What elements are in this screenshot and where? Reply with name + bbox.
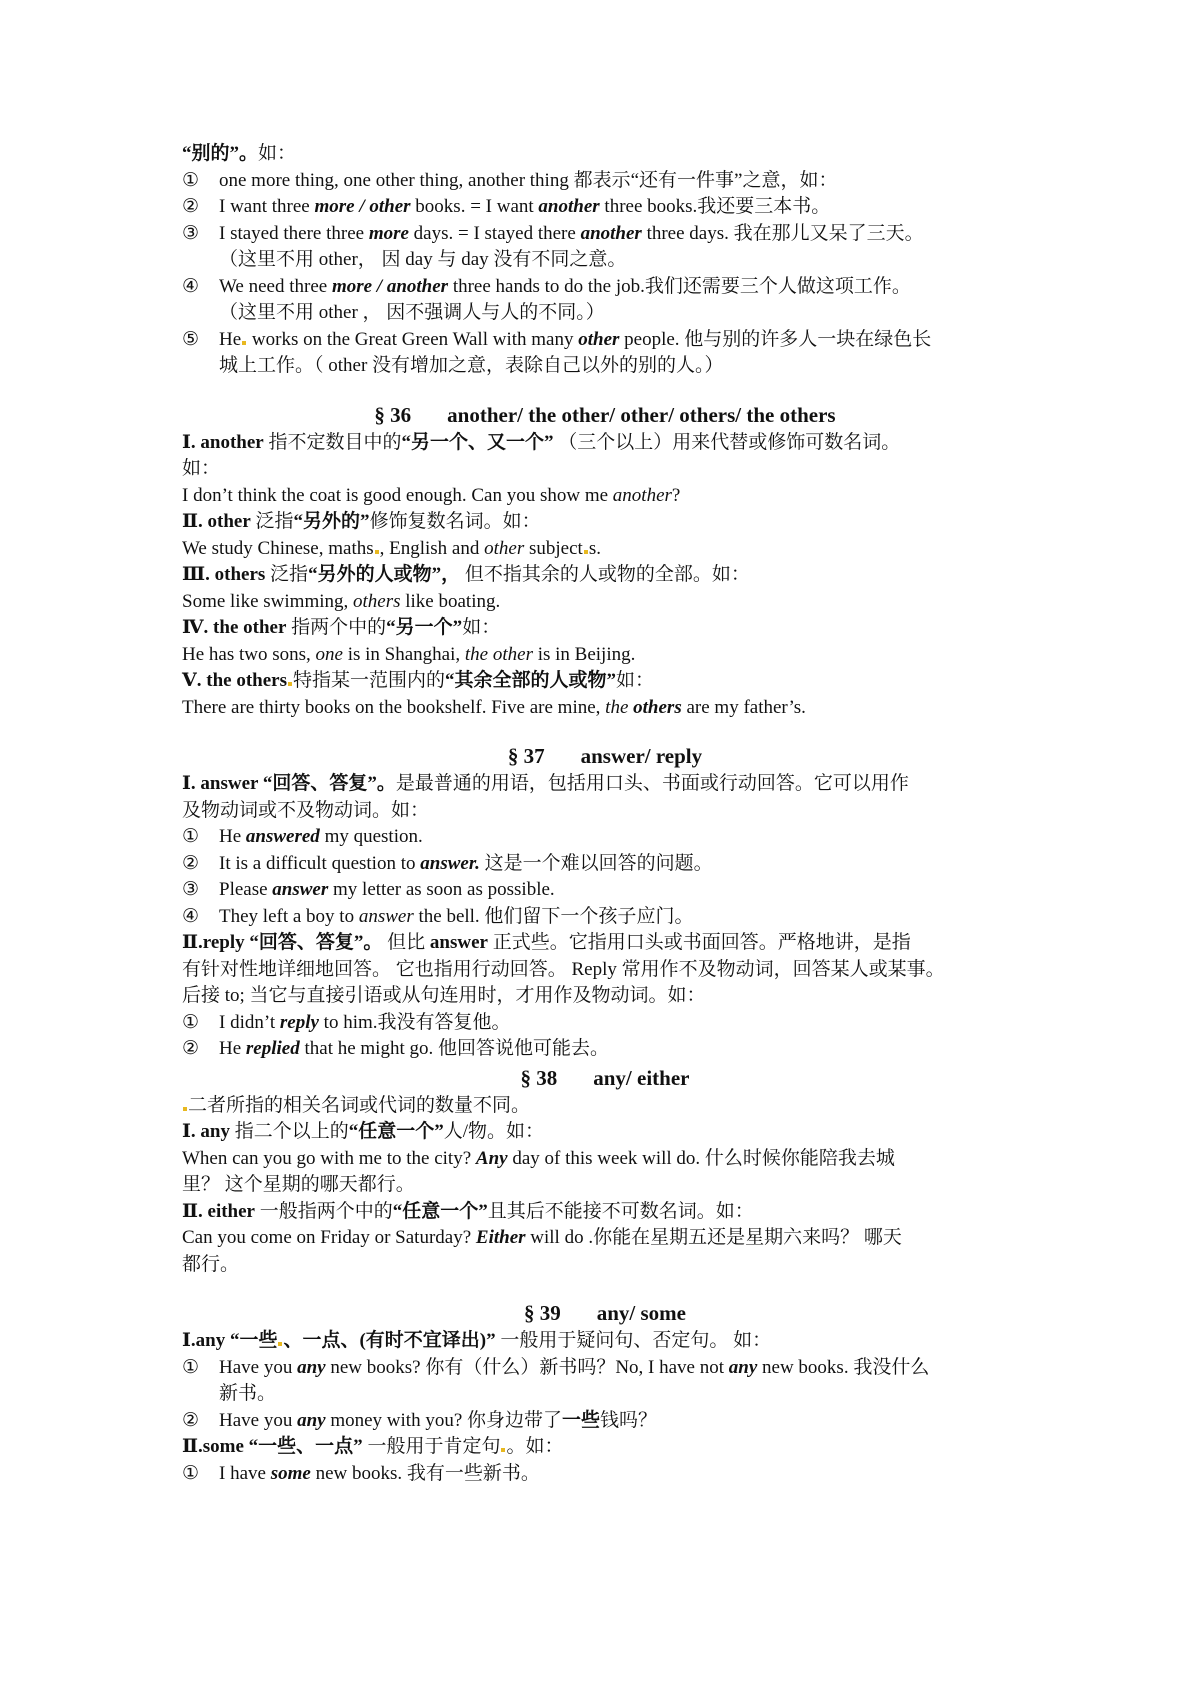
example-text: is in Shanghai, xyxy=(342,643,465,665)
example-text: He has two sons, xyxy=(182,643,316,665)
example-text: ? xyxy=(671,484,681,506)
item-emphasis: more / another xyxy=(331,275,449,297)
definition-text: 人/物。如： xyxy=(443,1121,545,1142)
example-text: day of this week will do. 什么时候你能陪我去城 xyxy=(507,1147,895,1169)
definition-bold: “一些 xyxy=(225,1330,278,1351)
definition-answer xyxy=(182,771,1028,798)
edit-mark xyxy=(584,550,588,554)
section-number: § 37 xyxy=(507,744,545,768)
section-number: § 38 xyxy=(520,1065,558,1090)
definition-text: 一般用于肯定句 xyxy=(362,1436,501,1457)
definition-the-other xyxy=(182,615,1028,642)
example-sentence xyxy=(182,642,1028,669)
section-heading-36 xyxy=(182,400,1028,430)
item-text: Have you xyxy=(219,1409,298,1431)
item-text: new books. 我没什么 xyxy=(757,1356,930,1378)
example-text: , English and xyxy=(379,537,485,559)
term-label: Ⅰ. any xyxy=(182,1121,230,1142)
example-emphasis: other xyxy=(484,537,525,559)
document-page xyxy=(182,141,1028,1487)
list-item xyxy=(182,1461,1028,1488)
item-text: to him.我没有答复他。 xyxy=(318,1011,511,1033)
item-emphasis: another xyxy=(538,196,600,217)
section-title: any/ either xyxy=(593,1065,690,1090)
example-sentence xyxy=(182,483,1028,510)
item-number: ③ xyxy=(182,879,200,900)
item-emphasis: 一些 xyxy=(562,1409,601,1431)
term-label: Ⅳ. the other xyxy=(182,617,287,638)
item-text: He xyxy=(219,826,246,847)
item-text: new books. 我有一些新书。 xyxy=(310,1462,540,1484)
term-label: Ⅰ. another xyxy=(182,431,264,453)
item-text: Have you xyxy=(219,1356,298,1378)
item-number: ① xyxy=(182,826,200,847)
definition-bold: “另外的人或物”， xyxy=(308,564,461,585)
example-sentence xyxy=(182,695,1028,722)
definition-text: 但比 xyxy=(382,932,430,953)
item-text: new books? 你有（什么）新书吗？No, I have not xyxy=(325,1356,729,1378)
item-text: three days. 我在那儿又呆了三天。 xyxy=(641,222,924,244)
item-number: ④ xyxy=(182,275,200,297)
item-text: works on the Great Green Wall with many xyxy=(247,328,579,350)
term-label: Ⅱ.reply xyxy=(182,932,245,953)
example-continuation: 都行。 xyxy=(182,1253,240,1275)
term-label: Ⅱ. either xyxy=(182,1200,255,1222)
example-text: will do .你能在星期五还是星期六来吗？ 哪天 xyxy=(525,1227,902,1248)
example-text: I don’t think the coat is good enough. Can you show me xyxy=(182,484,613,506)
example-continuation: 里？ 这个星期的哪天都行。 xyxy=(182,1174,415,1195)
example-text: like boating. xyxy=(400,590,501,612)
item-continuation: 城上工作。（ other 没有增加之意，表除自己以外的别的人。） xyxy=(219,355,724,376)
definition-bold: “回答、答复”。 xyxy=(258,773,396,794)
item-emphasis: any xyxy=(728,1356,758,1378)
term-label: Ⅰ.any xyxy=(182,1330,226,1351)
intro-rest: 如： xyxy=(258,143,297,164)
section-title: answer/ reply xyxy=(580,744,703,768)
intro-bold: “别的”。 xyxy=(182,143,259,164)
list-item xyxy=(182,221,1028,248)
definition-bold: 、一点、(有时不宜译出)” xyxy=(283,1330,496,1351)
item-emphasis: any xyxy=(297,1356,326,1378)
item-emphasis: another xyxy=(580,222,642,244)
definition-bold: “另外的” xyxy=(293,511,370,532)
example-emphasis: others xyxy=(628,696,682,718)
item-text: He xyxy=(219,328,242,350)
list-item xyxy=(182,1408,1028,1435)
item-emphasis: answered xyxy=(245,826,320,847)
item-text: one more thing, one other thing, another thing 都表示“还有一件事”之意，如： xyxy=(219,169,838,191)
example-text: is in Beijing. xyxy=(532,643,636,665)
term-label: Ⅱ. other xyxy=(182,511,251,532)
item-text: that he might go. 他回答说他可能去。 xyxy=(299,1038,609,1059)
item-emphasis: answer xyxy=(272,879,329,900)
list-item xyxy=(182,274,1028,301)
edit-mark xyxy=(183,1107,187,1111)
item-text: I didn’t xyxy=(219,1011,280,1033)
item-text: Please xyxy=(219,879,273,900)
definition-text: 一般用于疑问句、否定句。 如： xyxy=(495,1330,772,1351)
item-number: ⑤ xyxy=(182,328,200,350)
item-emphasis: any xyxy=(297,1409,326,1431)
term-label: Ⅱ.some xyxy=(182,1436,244,1457)
item-number: ① xyxy=(182,1011,200,1033)
item-continuation: （这里不用 other ， 因不强调人与人的不同。） xyxy=(219,302,605,323)
example-emphasis: Either xyxy=(475,1227,526,1248)
item-text: They left a boy to xyxy=(219,905,359,927)
definition-any-some xyxy=(182,1328,1028,1355)
item-text: the bell. 他们留下一个孩子应门。 xyxy=(413,905,694,927)
section-heading-38 xyxy=(182,1063,1028,1093)
definition-bold: “其余全部的人或物” xyxy=(445,670,617,691)
list-item xyxy=(182,327,1028,354)
example-text: There are thirty books on the bookshelf. Five are mine, xyxy=(182,696,606,718)
item-text: I stayed there three xyxy=(219,222,369,244)
definition-text: 且其后不能接不可数名词。如： xyxy=(487,1200,754,1222)
definition-bold: “另一个” xyxy=(386,617,463,638)
item-number: ② xyxy=(182,852,200,874)
item-emphasis: reply xyxy=(279,1011,319,1033)
example-sentence xyxy=(182,589,1028,616)
list-item xyxy=(182,1010,1028,1037)
example-emphasis: the xyxy=(605,696,629,718)
item-text: days. = I stayed there xyxy=(408,222,581,244)
item-text: my question. xyxy=(319,826,423,847)
item-emphasis: more / other xyxy=(314,196,411,217)
item-number: ④ xyxy=(182,905,200,927)
example-sentence xyxy=(182,1146,1028,1173)
definition-text: （三个以上）用来代替或修饰可数名词。 xyxy=(553,431,901,453)
definition-continuation: 如： xyxy=(182,458,221,479)
item-text: I want three xyxy=(219,196,315,217)
definition-text: 是最普通的用语，包括用口头、书面或行动回答。它可以用作 xyxy=(395,773,909,794)
intro-text: 二者所指的相关名词或代词的数量不同。 xyxy=(188,1094,531,1116)
item-text: three hands to do the job.我们还需要三个人做这项工作。 xyxy=(448,275,911,297)
term-label: Ⅴ. the others xyxy=(182,670,287,691)
edit-mark xyxy=(242,341,246,345)
intro-line xyxy=(182,141,1028,168)
example-emphasis: Any xyxy=(475,1147,508,1169)
item-emphasis: replied xyxy=(245,1038,300,1059)
item-number: ① xyxy=(182,169,200,191)
item-text: 钱吗？ xyxy=(600,1409,658,1431)
definition-text: 泛指 xyxy=(250,511,294,532)
definition-bold: “一些、一点” xyxy=(243,1436,363,1457)
example-text: are my father’s. xyxy=(681,696,806,718)
definition-others xyxy=(182,562,1028,589)
definition-other xyxy=(182,509,1028,536)
item-text: books. = I want xyxy=(410,196,539,217)
item-number: ① xyxy=(182,1356,200,1378)
definition-text: 泛指 xyxy=(265,564,309,585)
edit-mark xyxy=(288,682,292,686)
item-number: ① xyxy=(182,1462,200,1484)
item-text: I have xyxy=(219,1462,271,1484)
definition-either xyxy=(182,1199,1028,1226)
list-item xyxy=(182,851,1028,878)
example-emphasis: others xyxy=(353,590,401,612)
definition-bold: “另一个、又一个” xyxy=(401,431,554,453)
section-intro xyxy=(182,1093,1028,1120)
edit-mark xyxy=(501,1448,505,1452)
example-sentence xyxy=(182,536,1028,563)
section-number: § 36 xyxy=(374,402,412,427)
definition-text: 指不定数目中的 xyxy=(263,431,402,453)
item-emphasis: more xyxy=(368,222,409,244)
section-number: § 39 xyxy=(524,1301,561,1325)
item-emphasis: answer xyxy=(358,905,414,927)
example-text: Some like swimming, xyxy=(182,590,353,612)
definition-another xyxy=(182,430,1028,457)
section-heading-37 xyxy=(182,741,1028,771)
term-label: Ⅰ. answer xyxy=(182,773,259,794)
definition-reply xyxy=(182,930,1028,957)
definition-continuation: 有针对性地详细地回答。 它也指用行动回答。 Reply 常用作不及物动词，回答某人或某事。 xyxy=(182,958,945,980)
definition-text: 正式些。它指用口头或书面回答。严格地讲，是指 xyxy=(487,932,911,953)
definition-text: 修饰复数名词。如： xyxy=(369,511,541,532)
definition-text: 指两个中的 xyxy=(286,617,387,638)
item-text: money with you? 你身边带了 xyxy=(325,1409,563,1431)
item-number: ② xyxy=(182,1409,200,1431)
item-text: my letter as soon as possible. xyxy=(328,879,555,900)
example-text: s. xyxy=(588,537,601,559)
item-number: ② xyxy=(182,1038,200,1059)
definition-bold: “任意一个” xyxy=(348,1121,444,1142)
edit-mark xyxy=(278,1342,282,1346)
item-text: He xyxy=(219,1038,246,1059)
list-item xyxy=(182,168,1028,195)
item-number: ③ xyxy=(182,222,200,244)
item-continuation: 新书。 xyxy=(219,1383,277,1404)
item-emphasis: some xyxy=(270,1462,311,1484)
example-text: Can you come on Friday or Saturday? xyxy=(182,1227,476,1248)
example-emphasis: one xyxy=(315,643,343,665)
example-text: subject xyxy=(524,537,583,559)
definition-text: 如： xyxy=(616,670,655,691)
example-emphasis: the other xyxy=(464,643,533,665)
example-sentence xyxy=(182,1225,1028,1252)
definition-some xyxy=(182,1434,1028,1461)
definition-text: 如： xyxy=(462,617,501,638)
list-item xyxy=(182,877,1028,904)
list-item xyxy=(182,1036,1028,1063)
definition-any xyxy=(182,1119,1028,1146)
item-number: ② xyxy=(182,196,200,217)
term-label: Ⅲ. others xyxy=(182,564,266,585)
definition-continuation: 后接 to; 当它与直接引语或从句连用时，才用作及物动词。如： xyxy=(182,985,706,1006)
item-emphasis: other xyxy=(578,328,620,350)
definition-bold: “回答、答复”。 xyxy=(244,932,383,953)
section-title: another/ the other/ other/ others/ the others xyxy=(447,402,836,427)
definition-continuation: 及物动词或不及物动词。如： xyxy=(182,799,430,821)
list-item xyxy=(182,904,1028,931)
section-title: any/ some xyxy=(596,1301,686,1325)
definition-bold: “任意一个” xyxy=(392,1200,488,1222)
example-emphasis: another xyxy=(612,484,672,506)
list-item xyxy=(182,194,1028,221)
item-emphasis: answer. xyxy=(420,852,480,874)
item-text: It is a difficult question to xyxy=(219,852,421,874)
definition-text: 。如： xyxy=(506,1436,564,1457)
example-text: When can you go with me to the city? xyxy=(182,1147,476,1169)
item-text: people. 他与别的许多人一块在绿色长 xyxy=(619,328,932,350)
item-text: We need three xyxy=(219,275,332,297)
section-heading-39 xyxy=(182,1298,1028,1328)
definition-text: 一般指两个中的 xyxy=(255,1200,393,1222)
item-text: three books.我还要三本书。 xyxy=(599,196,831,217)
example-text: We study Chinese, maths xyxy=(182,537,374,559)
list-item xyxy=(182,1355,1028,1382)
list-item xyxy=(182,824,1028,851)
item-continuation: （这里不用 other， 因 day 与 day 没有不同之意。 xyxy=(219,249,627,270)
definition-text: 特指某一范围内的 xyxy=(292,670,445,691)
definition-text: 指二个以上的 xyxy=(229,1121,349,1142)
definition-text: 但不指其余的人或物的全部。如： xyxy=(460,564,750,585)
definition-bold: answer xyxy=(429,932,488,953)
definition-the-others xyxy=(182,668,1028,695)
item-text: 这是一个难以回答的问题。 xyxy=(479,852,713,874)
edit-mark xyxy=(375,550,379,554)
